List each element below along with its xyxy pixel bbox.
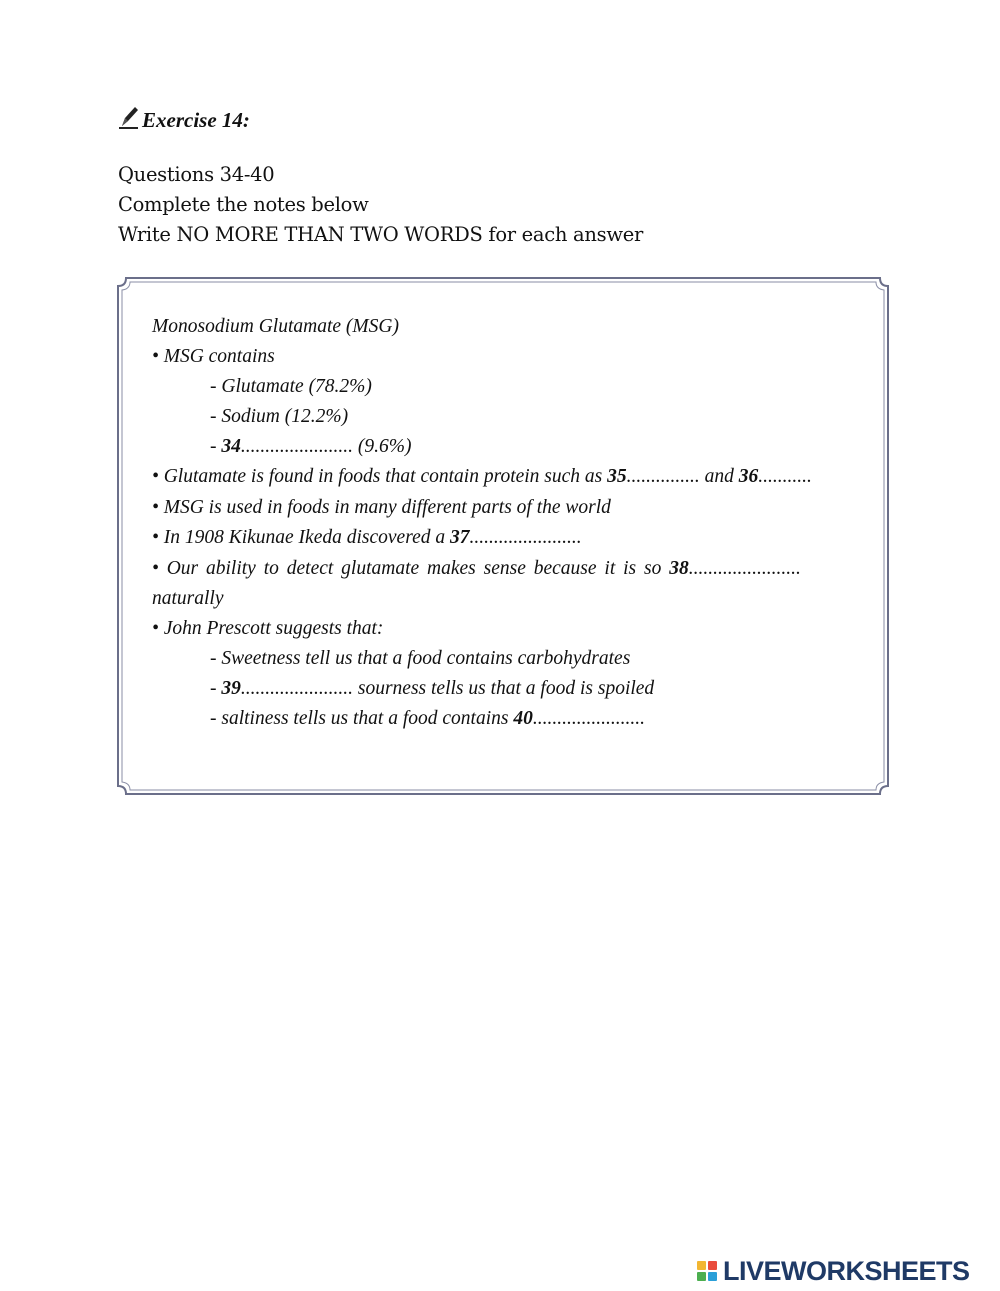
question-40-line — [210, 708, 645, 730]
pencil-icon — [118, 104, 140, 136]
question-number: 39 — [221, 678, 241, 699]
line-mid: and — [699, 466, 739, 487]
liveworksheets-logo — [697, 1257, 970, 1285]
answer-blank-39[interactable]: ....................... — [240, 678, 353, 699]
note-bullet: • MSG is used in foods in many different parts of the world — [152, 497, 611, 518]
logo-mark-icon — [697, 1261, 717, 1281]
question-number: 34 — [221, 436, 241, 457]
question-35-36-line — [152, 466, 812, 488]
instruction-line: Complete the notes below — [118, 193, 369, 216]
answer-blank-40[interactable]: ....................... — [532, 708, 645, 729]
note-subitem: - Sweetness tell us that a food contains carbohydrates — [210, 648, 631, 669]
question-number: 37 — [449, 527, 470, 548]
exercise-title — [118, 104, 250, 136]
line-prefix: - saltiness tells us that a food contains — [210, 708, 514, 729]
note-bullet: • John Prescott suggests that: — [152, 618, 384, 639]
answer-blank-37[interactable]: ....................... — [469, 527, 582, 548]
note-continuation: naturally — [152, 588, 224, 609]
line-suffix: sourness tells us that a food is spoiled — [353, 678, 655, 699]
instruction-line: Write NO MORE THAN TWO WORDS for each answer — [118, 223, 643, 246]
question-number: 36 — [738, 466, 759, 487]
line-prefix: • In 1908 Kikunae Ikeda discovered a — [152, 527, 450, 548]
question-34-line — [210, 436, 411, 458]
note-subitem: - Glutamate (78.2%) — [210, 376, 372, 397]
line-prefix: - — [210, 678, 222, 699]
note-bullet: • MSG contains — [152, 346, 275, 367]
answer-blank-36[interactable]: ........... — [758, 466, 812, 487]
question-number: 35 — [607, 466, 627, 487]
question-number: 38 — [669, 558, 689, 579]
instruction-line: Questions 34-40 — [118, 163, 275, 186]
line-suffix: (9.6%) — [353, 436, 412, 457]
line-prefix: • Our ability to detect glutamate makes sense because it is so — [152, 558, 670, 579]
answer-blank-35[interactable]: ............... — [626, 466, 700, 487]
question-38-line — [152, 558, 801, 580]
note-subitem: - Sodium (12.2%) — [210, 406, 349, 427]
question-number: 40 — [513, 708, 533, 729]
line-prefix: • Glutamate is found in foods that contain protein such as — [152, 466, 608, 487]
answer-blank-34[interactable]: ....................... — [240, 436, 353, 457]
question-39-line — [210, 678, 654, 700]
question-37-line — [152, 527, 582, 549]
notes-heading: Monosodium Glutamate (MSG) — [152, 316, 399, 337]
logo-text: LIVEWORKSHEETS — [723, 1255, 970, 1286]
line-prefix: - — [210, 436, 222, 457]
answer-blank-38[interactable]: ....................... — [688, 558, 801, 579]
exercise-title-text: Exercise 14: — [142, 107, 250, 132]
